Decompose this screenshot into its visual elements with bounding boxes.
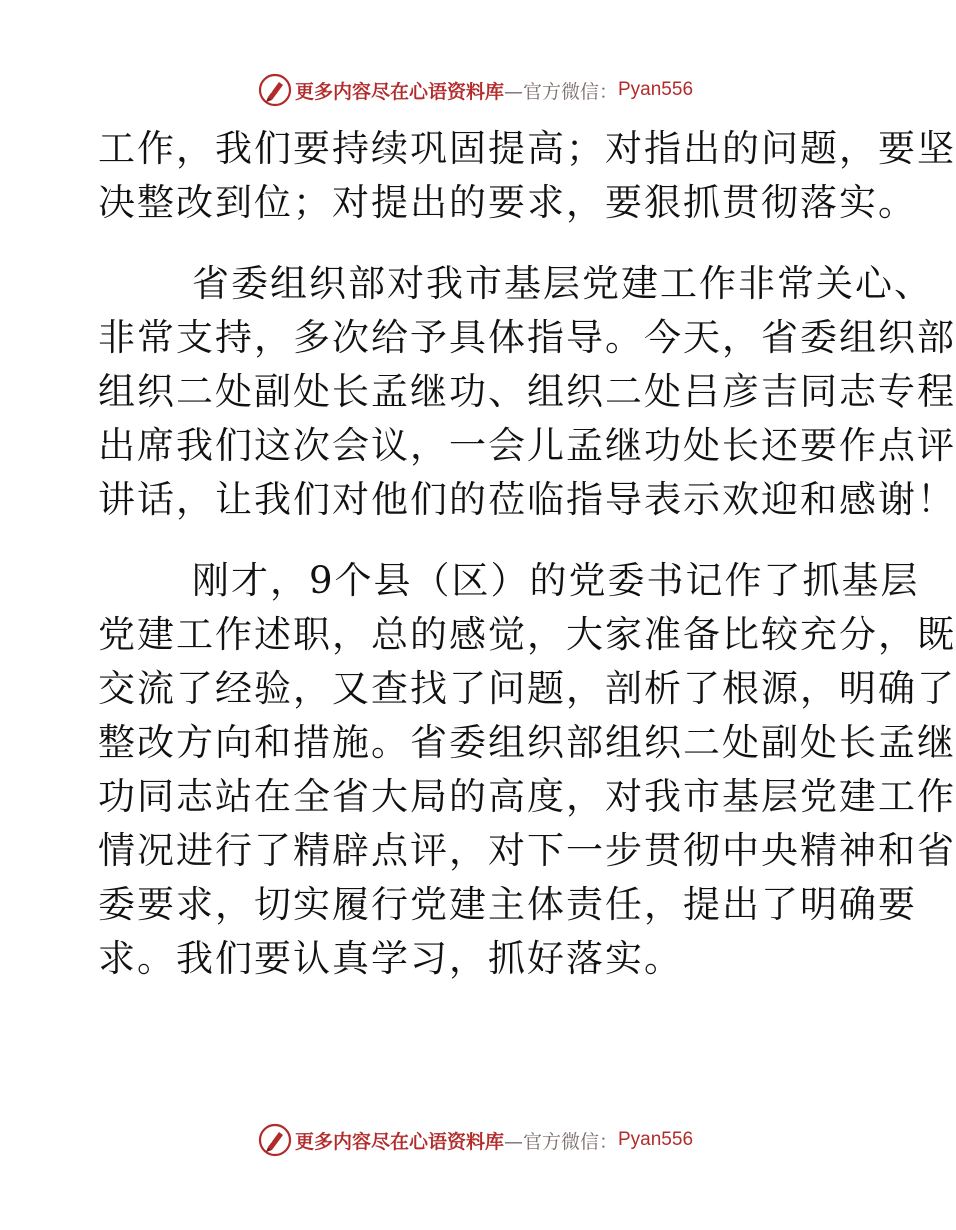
text-line: 党建工作述职，总的感觉，大家准备比较充分，既 <box>98 613 956 656</box>
banner-separator: —官方微信： <box>503 80 618 103</box>
text-line: 出席我们这次会议，一会儿孟继功处长还要作点评 <box>98 424 956 467</box>
banner-separator: —官方微信： <box>503 1130 618 1153</box>
banner-text: 更多内容尽在心语资料库 <box>294 80 504 103</box>
pen-logo-icon <box>257 1122 293 1158</box>
paragraph-1 <box>98 122 956 230</box>
text-line: 工作，我们要持续巩固提高；对指出的问题，要坚 <box>98 127 956 170</box>
text-line: 委要求，切实履行党建主体责任，提出了明确要 <box>98 883 917 926</box>
text-line: 求。我们要认真学习，抓好落实。 <box>98 937 683 980</box>
document-body <box>98 122 956 986</box>
text-line: 刚才，9个县（区）的党委书记作了抓基层 <box>192 559 920 602</box>
text-line: 讲话，让我们对他们的莅临指导表示欢迎和感谢！ <box>98 478 956 521</box>
text-line: 决整改到位；对提出的要求，要狠抓贯彻落实。 <box>98 181 917 224</box>
banner-text: 更多内容尽在心语资料库 <box>294 1130 504 1153</box>
text-line: 组织二处副处长孟继功、组织二处吕彦吉同志专程 <box>98 370 956 413</box>
text-line: 功同志站在全省大局的高度，对我市基层党建工作 <box>98 775 956 818</box>
text-line: 非常支持，多次给予具体指导。今天，省委组织部 <box>98 316 956 359</box>
text-line: 交流了经验，又查找了问题，剖析了根源，明确了 <box>98 667 956 710</box>
paragraph-2 <box>98 257 956 527</box>
text-line: 省委组织部对我市基层党建工作非常关心、 <box>192 262 933 305</box>
banner-wechat-id: Pyan556 <box>618 1129 694 1150</box>
text-line: 整改方向和措施。省委组织部组织二处副处长孟继 <box>98 721 956 764</box>
banner-wechat-id: Pyan556 <box>618 79 694 100</box>
header-watermark-banner <box>0 70 950 110</box>
pen-logo-icon <box>257 72 293 108</box>
text-line: 情况进行了精辟点评，对下一步贯彻中央精神和省 <box>98 829 956 872</box>
paragraph-3 <box>98 554 956 986</box>
footer-watermark-banner <box>0 1120 950 1160</box>
